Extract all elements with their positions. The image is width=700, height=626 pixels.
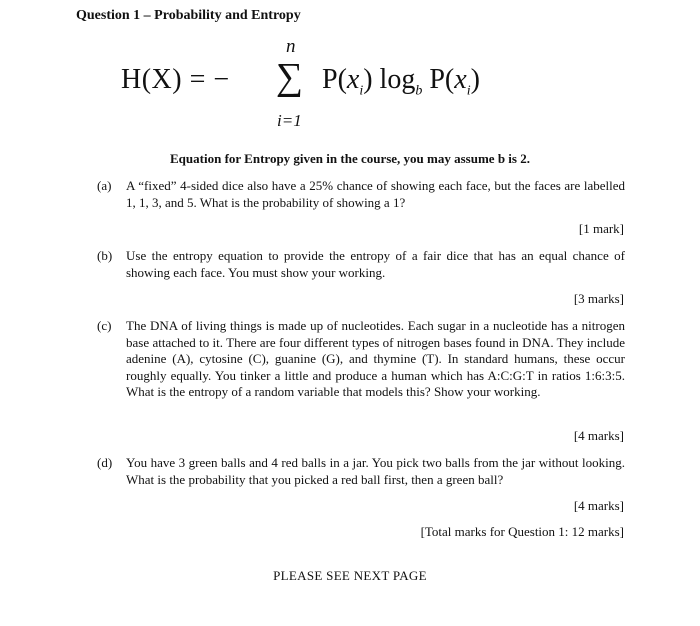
question-text: The DNA of living things is made up of nucleotides. Each sugar in a nucleotide has a nitrogen base attached to it. There are four different types of nitrogen bases found in DNA. They include adenine (A), cytosine (C), guanine (G), and thymine (T). In standard humans, these occur roughly equally. You tinker a little and produce a human which has A:C:G:T in ratios 1:6:3:5. What is the entropy of a random variable that models this? Show your working. xyxy=(126,318,625,399)
question-title: Question 1 – Probability and Entropy xyxy=(76,8,301,23)
rhs-x1: x xyxy=(346,64,360,95)
marks-b: [3 marks] xyxy=(573,291,624,306)
rhs-log: ) log xyxy=(363,64,416,95)
question-text: You have 3 green balls and 4 red balls in a jar. You pick two balls from the jar without looking. What is the probability that you picked a red ball first, then a green ball? xyxy=(126,455,625,487)
entropy-equation xyxy=(0,0,700,140)
sum-lower-limit: i=1 xyxy=(277,111,302,130)
rhs-p-open: P( xyxy=(322,64,347,95)
total-marks: [Total marks for Question 1: 12 marks] xyxy=(420,524,624,539)
equation-lhs: H(X) = − xyxy=(121,64,230,95)
equation-rhs xyxy=(322,64,480,100)
question-label: (b) xyxy=(97,248,113,263)
rhs-log-base: b xyxy=(415,83,423,99)
question-b xyxy=(97,248,625,282)
footer-next-page: PLEASE SEE NEXT PAGE xyxy=(273,568,427,583)
rhs-p2-open: P( xyxy=(422,64,455,95)
question-label: (a) xyxy=(97,178,112,193)
question-a xyxy=(97,178,625,212)
question-c xyxy=(97,318,625,418)
rhs-i2: i xyxy=(466,83,471,99)
marks-c: [4 marks] xyxy=(573,428,624,443)
marks-a: [1 mark] xyxy=(578,221,624,236)
question-d xyxy=(97,455,625,489)
rhs-i1: i xyxy=(359,83,364,99)
summation-symbol: ∑ xyxy=(276,56,304,98)
question-label: (d) xyxy=(97,455,113,470)
sum-upper-limit: n xyxy=(286,36,296,57)
marks-d: [4 marks] xyxy=(573,498,624,513)
question-label: (c) xyxy=(97,318,112,333)
rhs-close: ) xyxy=(470,64,480,95)
equation-caption: Equation for Entropy given in the course, you may assume b is 2. xyxy=(170,151,530,166)
question-text: A “fixed” 4-sided dice also have a 25% chance of showing each face, but the faces are labelled 1, 1, 3, and 5. What is the probability of showing a 1? xyxy=(126,178,625,210)
question-text: Use the entropy equation to provide the entropy of a fair dice that has an equal chance of showing each face. You must show your working. xyxy=(126,248,625,280)
rhs-x2: x xyxy=(454,64,467,95)
